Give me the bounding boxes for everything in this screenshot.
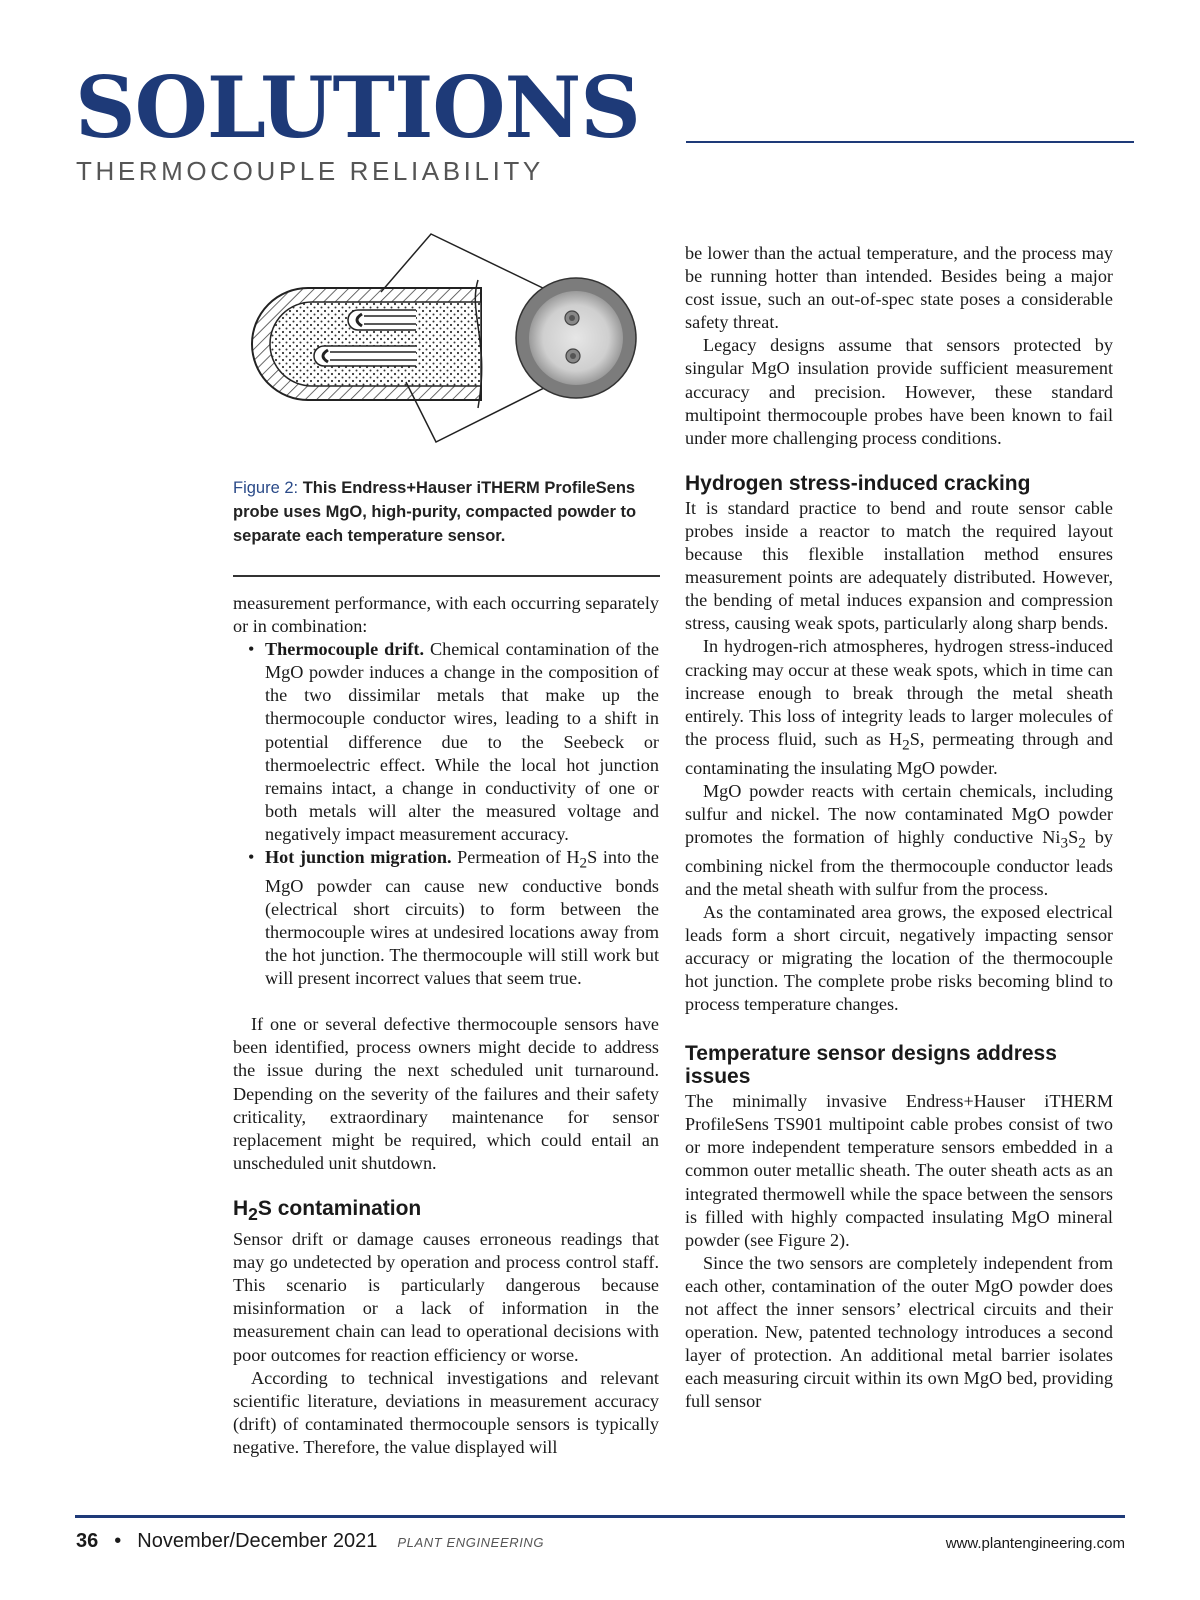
legacy-designs-paragraph: Legacy designs assume that sensors protected by singular MgO insulation provide sufficient measurement accuracy and precision. However, these standard multipoint thermocouple probes have been known to fail under more challenging process conditions. xyxy=(685,335,1113,448)
bullet-term: Thermocouple drift. xyxy=(265,639,425,660)
probe-cross-section-illustration xyxy=(246,232,646,462)
heading-sensor-designs: Temperature sensor designs address issues xyxy=(685,1042,1057,1089)
section-subtitle: THERMOCOUPLE RELIABILITY xyxy=(76,156,544,186)
magazine-name: PLANT ENGINEERING xyxy=(397,1535,545,1550)
left-text-column xyxy=(233,592,659,1459)
continued-paragraph: be lower than the actual temperature, and the process may be running hotter than intended. Besides being a major cost issue, such an out-of-spec state poses a considerable safety threat. xyxy=(685,243,1113,333)
list-item-thermocouple-drift xyxy=(265,638,659,846)
sensor-drift-paragraph: Sensor drift or damage causes erroneous readings that may go undetected by operation and process control staff. This scenario is particularly dangerous because misinformation or a lack of information in the measurement chain can lead to operational decisions with poor outcomes for reaction efficiency or worse. xyxy=(233,1229,659,1365)
page-number: 36 xyxy=(76,1530,99,1552)
bullet-text: Permeation of H xyxy=(451,847,580,868)
independent-sensors-paragraph: Since the two sensors are completely independent from each other, contamination of the outer MgO powder does not affect the inner sensors’ electrical circuits and their operation. New, patented technology introduces a second layer of protection. An additional metal barrier isolates each measuring circuit within its own MgO bed, providing full sensor xyxy=(685,1252,1113,1412)
figure-caption-text: This Endress+Hauser iTHERM ProfileSens probe uses MgO, high-purity, compacted powder to separate each temperature sensor. xyxy=(233,479,637,545)
subscript: 2 xyxy=(579,854,588,872)
bullet-text: S into the MgO powder can cause new conductive bonds (electrical short circuits) to form between the thermocouple wires at undesired locations away from the hot junction. The thermocouple will still work but will present incorrect values that seem true. xyxy=(265,847,659,989)
probe-diagram-figure xyxy=(246,232,646,462)
hydrogen-paragraph: In hydrogen-rich atmospheres, hydrogen stress-induced cracking may occur at these weak spots, which in time can increase enough to break through the metal sheath entirely. This loss of integrity leads to larger molecules of the process fluid, such as $H_2S$, permeating through and contaminating the insulating MgO powder. xyxy=(685,636,1113,778)
bullet-text: Chemical contamination of the MgO powder induces a change in the composition of the two dissimilar metals that make up the thermocouple conductor wires, leading to a shift in potential difference due to the Seebeck or thermoelectric effect. While the local hot junction remains intact, a change in conductivity of one or both metals will alter the measured voltage and negatively impact measurement accuracy. xyxy=(265,639,659,844)
investigations-paragraph: According to technical investigations and relevant scientific literature, deviations in measurement accuracy (drift) of contaminated thermocouple sensors is typically negative. Therefore, the value displayed will xyxy=(233,1367,659,1457)
footer-folio xyxy=(76,1529,544,1555)
defective-sensors-paragraph: If one or several defective thermocouple sensors have been identified, process owners might decide to address the issue during the next scheduled unit turnaround. Depending on the severity of the failures and their safety criticality, extraordinary maintenance for sensor replacement might be required, which could entail an unscheduled unit shutdown. xyxy=(233,1014,659,1173)
section-title: SOLUTIONS xyxy=(75,58,640,157)
bending-paragraph: It is standard practice to bend and route sensor cable probes inside a reactor to match the required layout because this flexible installation method ensures measurement points are adequately distributed. However, the bending of metal induces expansion and compression stress, causing weak spots, particularly along sharp bends. xyxy=(685,497,1113,634)
figure-caption xyxy=(233,476,653,548)
mgo-reaction-paragraph: MgO powder reacts with certain chemicals, including sulfur and nickel. The now contaminated MgO powder promotes the formation of highly conductive $Ni_3S_2$ by combining nickel from the thermocouple conductor leads and the metal sheath with sulfur from the process. xyxy=(685,780,1113,899)
heading-h2s-contamination: $H_2S$ contamination xyxy=(233,1196,422,1225)
right-text-column xyxy=(685,242,1113,1414)
caption-divider xyxy=(233,575,660,577)
heading-hydrogen-cracking: Hydrogen stress-induced cracking xyxy=(685,471,1031,495)
failure-modes-list xyxy=(233,638,659,990)
intro-paragraph: measurement performance, with each occurring separately or in combination: xyxy=(233,593,659,637)
list-item-hot-junction-migration xyxy=(265,846,659,990)
contaminated-area-paragraph: As the contaminated area grows, the exposed electrical leads form a short circuit, negatively impacting sensor accuracy or migrating the location of the thermocouple hot junction. The complete probe risks becoming blind to process temperature changes. xyxy=(685,901,1113,1015)
header-rule xyxy=(686,141,1134,143)
minimally-invasive-paragraph: The minimally invasive Endress+Hauser iTHERM ProfileSens TS901 multipoint cable probes consist of two or more independent temperature sensors embedded in a common outer metallic sheath. The outer sheath acts as an integrated thermowell while the space between the sensors is filled with highly compacted insulating MgO mineral powder (see Figure 2). xyxy=(685,1091,1113,1250)
issue-date: November/December 2021 xyxy=(137,1530,378,1552)
footer-bullet: • xyxy=(114,1530,122,1552)
bullet-term: Hot junction migration. xyxy=(265,847,452,868)
footer-rule xyxy=(75,1515,1125,1518)
footer-website-link[interactable]: www.plantengineering.com xyxy=(945,1535,1125,1552)
figure-label: Figure 2: xyxy=(233,479,299,497)
